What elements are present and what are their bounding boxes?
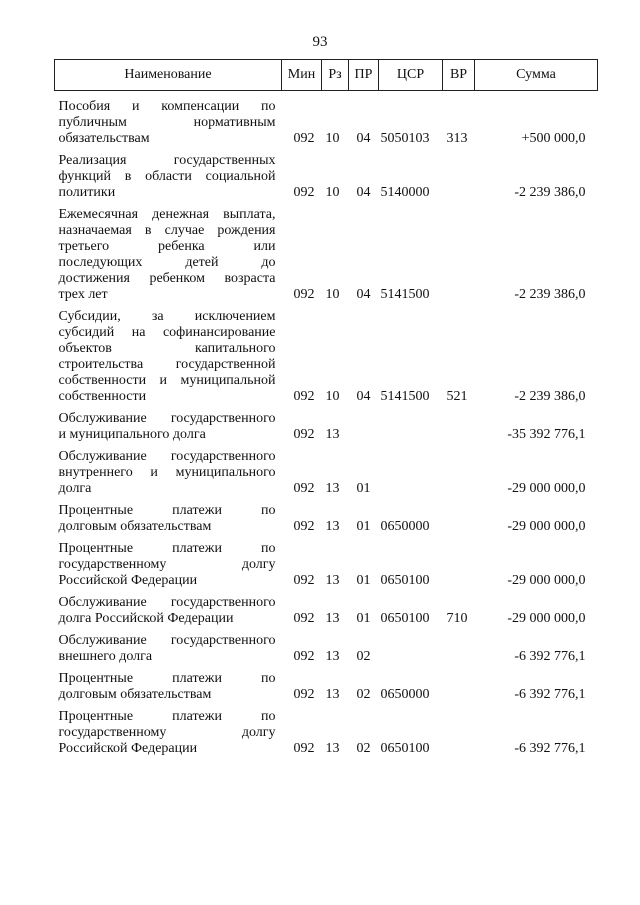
row-name-line: третьего ребенка или <box>58 239 276 254</box>
row-name-line: Субсидии, за исключением <box>58 309 276 324</box>
row-pr-cell: 01 <box>356 519 371 534</box>
row-rz-cell: 10 <box>325 389 340 404</box>
row-vr-cell <box>443 443 475 497</box>
row-name-cell <box>55 443 282 497</box>
page-number: 93 <box>312 34 328 50</box>
row-name-line: Процентные платежи по <box>58 671 276 686</box>
row-name-cell <box>55 405 282 443</box>
row-sum-cell: -6 392 776,1 <box>514 687 586 702</box>
row-rz-cell: 13 <box>325 687 340 702</box>
row-name-line: Процентные платежи по <box>58 541 276 556</box>
row-rz-cell: 13 <box>325 611 340 626</box>
row-vr-cell <box>443 147 475 201</box>
row-rz-cell: 13 <box>325 427 340 442</box>
table-row <box>55 589 598 627</box>
row-csr-cell <box>379 405 443 443</box>
table-row <box>55 497 598 535</box>
row-name-cell <box>55 201 282 303</box>
table-row <box>55 627 598 665</box>
row-name-line: долговым обязательствам <box>58 519 212 534</box>
row-sum-cell: -6 392 776,1 <box>514 649 586 664</box>
row-name-line: политики <box>58 185 116 200</box>
row-rz-cell: 10 <box>325 287 340 302</box>
row-name-line: внутреннего и муниципального <box>58 465 276 480</box>
row-vr-cell <box>443 665 475 703</box>
row-min-cell: 092 <box>293 573 315 588</box>
row-vr-cell <box>443 627 475 665</box>
row-rz-cell: 10 <box>325 185 340 200</box>
column-header-pr: ПР <box>349 60 379 91</box>
row-min-cell: 092 <box>293 427 315 442</box>
row-name-cell <box>55 703 282 757</box>
row-name-cell <box>55 665 282 703</box>
row-vr-cell: 521 <box>446 389 468 404</box>
row-rz-cell: 13 <box>325 573 340 588</box>
table-row <box>55 405 598 443</box>
table-row <box>55 91 598 148</box>
row-name-line: достижения ребенком возраста <box>58 271 276 286</box>
column-header-rz: Рз <box>322 60 349 91</box>
row-name-line: назначаемая в случае рождения <box>58 223 276 238</box>
row-name-line: долговым обязательствам <box>58 687 212 702</box>
row-vr-cell <box>443 201 475 303</box>
row-pr-cell: 01 <box>356 481 371 496</box>
row-vr-cell: 313 <box>446 131 468 146</box>
row-sum-cell: -2 239 386,0 <box>514 185 586 200</box>
table-row <box>55 535 598 589</box>
row-name-line: внешнего долга <box>58 649 153 664</box>
row-sum-cell: -29 000 000,0 <box>507 481 586 496</box>
row-name-cell <box>55 589 282 627</box>
row-sum-cell: -2 239 386,0 <box>514 287 586 302</box>
row-pr-cell <box>349 405 379 443</box>
row-sum-cell: -29 000 000,0 <box>507 573 586 588</box>
row-name-line: публичным нормативным <box>58 115 276 130</box>
row-name-line: обязательствам <box>58 131 150 146</box>
row-vr-cell: 710 <box>446 611 468 626</box>
row-name-line: государственному долгу <box>58 725 276 740</box>
row-csr-cell: 5050103 <box>380 131 430 146</box>
row-pr-cell: 01 <box>356 611 371 626</box>
row-pr-cell: 02 <box>356 649 371 664</box>
row-csr-cell: 5141500 <box>380 389 430 404</box>
row-rz-cell: 13 <box>325 649 340 664</box>
row-vr-cell <box>443 405 475 443</box>
row-csr-cell: 0650000 <box>380 687 430 702</box>
row-name-line: собственности <box>58 389 147 404</box>
table-row <box>55 303 598 405</box>
row-vr-cell <box>443 703 475 757</box>
row-csr-cell: 5140000 <box>380 185 430 200</box>
row-min-cell: 092 <box>293 481 315 496</box>
row-pr-cell: 04 <box>356 185 371 200</box>
row-min-cell: 092 <box>293 519 315 534</box>
row-name-line: Пособия и компенсации по <box>58 99 276 114</box>
row-vr-cell <box>443 497 475 535</box>
table-row <box>55 147 598 201</box>
row-csr-cell: 5141500 <box>380 287 430 302</box>
row-sum-cell: -6 392 776,1 <box>514 741 586 756</box>
row-pr-cell: 04 <box>356 287 371 302</box>
budget-table <box>54 59 598 757</box>
row-pr-cell: 02 <box>356 687 371 702</box>
row-name-cell <box>55 627 282 665</box>
row-min-cell: 092 <box>293 185 315 200</box>
row-min-cell: 092 <box>293 131 315 146</box>
row-name-cell <box>55 147 282 201</box>
row-csr-cell: 0650000 <box>380 519 430 534</box>
row-min-cell: 092 <box>293 649 315 664</box>
row-name-cell <box>55 303 282 405</box>
row-csr-cell <box>379 627 443 665</box>
table-row <box>55 665 598 703</box>
row-name-line: долга <box>58 481 92 496</box>
table-row <box>55 703 598 757</box>
row-csr-cell <box>379 443 443 497</box>
row-rz-cell: 10 <box>325 131 340 146</box>
column-header-sum: Сумма <box>475 60 598 91</box>
row-name-line: последующих детей до <box>58 255 276 270</box>
row-rz-cell: 13 <box>325 741 340 756</box>
table-header <box>55 60 598 91</box>
row-name-line: государственному долгу <box>58 557 276 572</box>
row-min-cell: 092 <box>293 687 315 702</box>
row-name-line: собственности и муниципальной <box>58 373 276 388</box>
row-name-line: Обслуживание государственного <box>58 633 276 648</box>
row-sum-cell: -29 000 000,0 <box>507 519 586 534</box>
row-sum-cell: -35 392 776,1 <box>507 427 586 442</box>
row-min-cell: 092 <box>293 287 315 302</box>
row-name-line: Процентные платежи по <box>58 709 276 724</box>
row-pr-cell: 01 <box>356 573 371 588</box>
row-rz-cell: 13 <box>325 481 340 496</box>
row-csr-cell: 0650100 <box>380 611 430 626</box>
table-body <box>55 91 598 758</box>
column-header-csr: ЦСР <box>379 60 443 91</box>
row-name-cell <box>55 91 282 148</box>
row-csr-cell: 0650100 <box>380 741 430 756</box>
row-name-line: трех лет <box>58 287 108 302</box>
column-header-min: Мин <box>282 60 322 91</box>
row-sum-cell: -2 239 386,0 <box>514 389 586 404</box>
row-name-line: долга Российской Федерации <box>58 611 234 626</box>
column-header-vr: ВР <box>443 60 475 91</box>
row-sum-cell: +500 000,0 <box>521 131 586 146</box>
row-name-cell <box>55 497 282 535</box>
row-name-line: объектов капитального <box>58 341 276 356</box>
row-name-line: Российской Федерации <box>58 741 198 756</box>
row-min-cell: 092 <box>293 611 315 626</box>
row-name-line: Обслуживание государственного <box>58 411 276 426</box>
row-pr-cell: 02 <box>356 741 371 756</box>
row-csr-cell: 0650100 <box>380 573 430 588</box>
row-name-line: Процентные платежи по <box>58 503 276 518</box>
row-name-line: субсидий на софинансирование <box>58 325 276 340</box>
row-name-cell <box>55 535 282 589</box>
row-name-line: Обслуживание государственного <box>58 595 276 610</box>
row-pr-cell: 04 <box>356 131 371 146</box>
row-min-cell: 092 <box>293 741 315 756</box>
row-min-cell: 092 <box>293 389 315 404</box>
row-name-line: строительства государственной <box>58 357 276 372</box>
row-name-line: и муниципального долга <box>58 427 206 442</box>
row-name-line: Обслуживание государственного <box>58 449 276 464</box>
row-pr-cell: 04 <box>356 389 371 404</box>
row-name-line: Реализация государственных <box>58 153 276 168</box>
column-header-name: Наименование <box>55 60 282 91</box>
table-row <box>55 443 598 497</box>
row-rz-cell: 13 <box>325 519 340 534</box>
row-name-line: функций в области социальной <box>58 169 276 184</box>
table-row <box>55 201 598 303</box>
row-name-line: Российской Федерации <box>58 573 198 588</box>
row-vr-cell <box>443 535 475 589</box>
row-name-line: Ежемесячная денежная выплата, <box>58 207 276 222</box>
row-sum-cell: -29 000 000,0 <box>507 611 586 626</box>
